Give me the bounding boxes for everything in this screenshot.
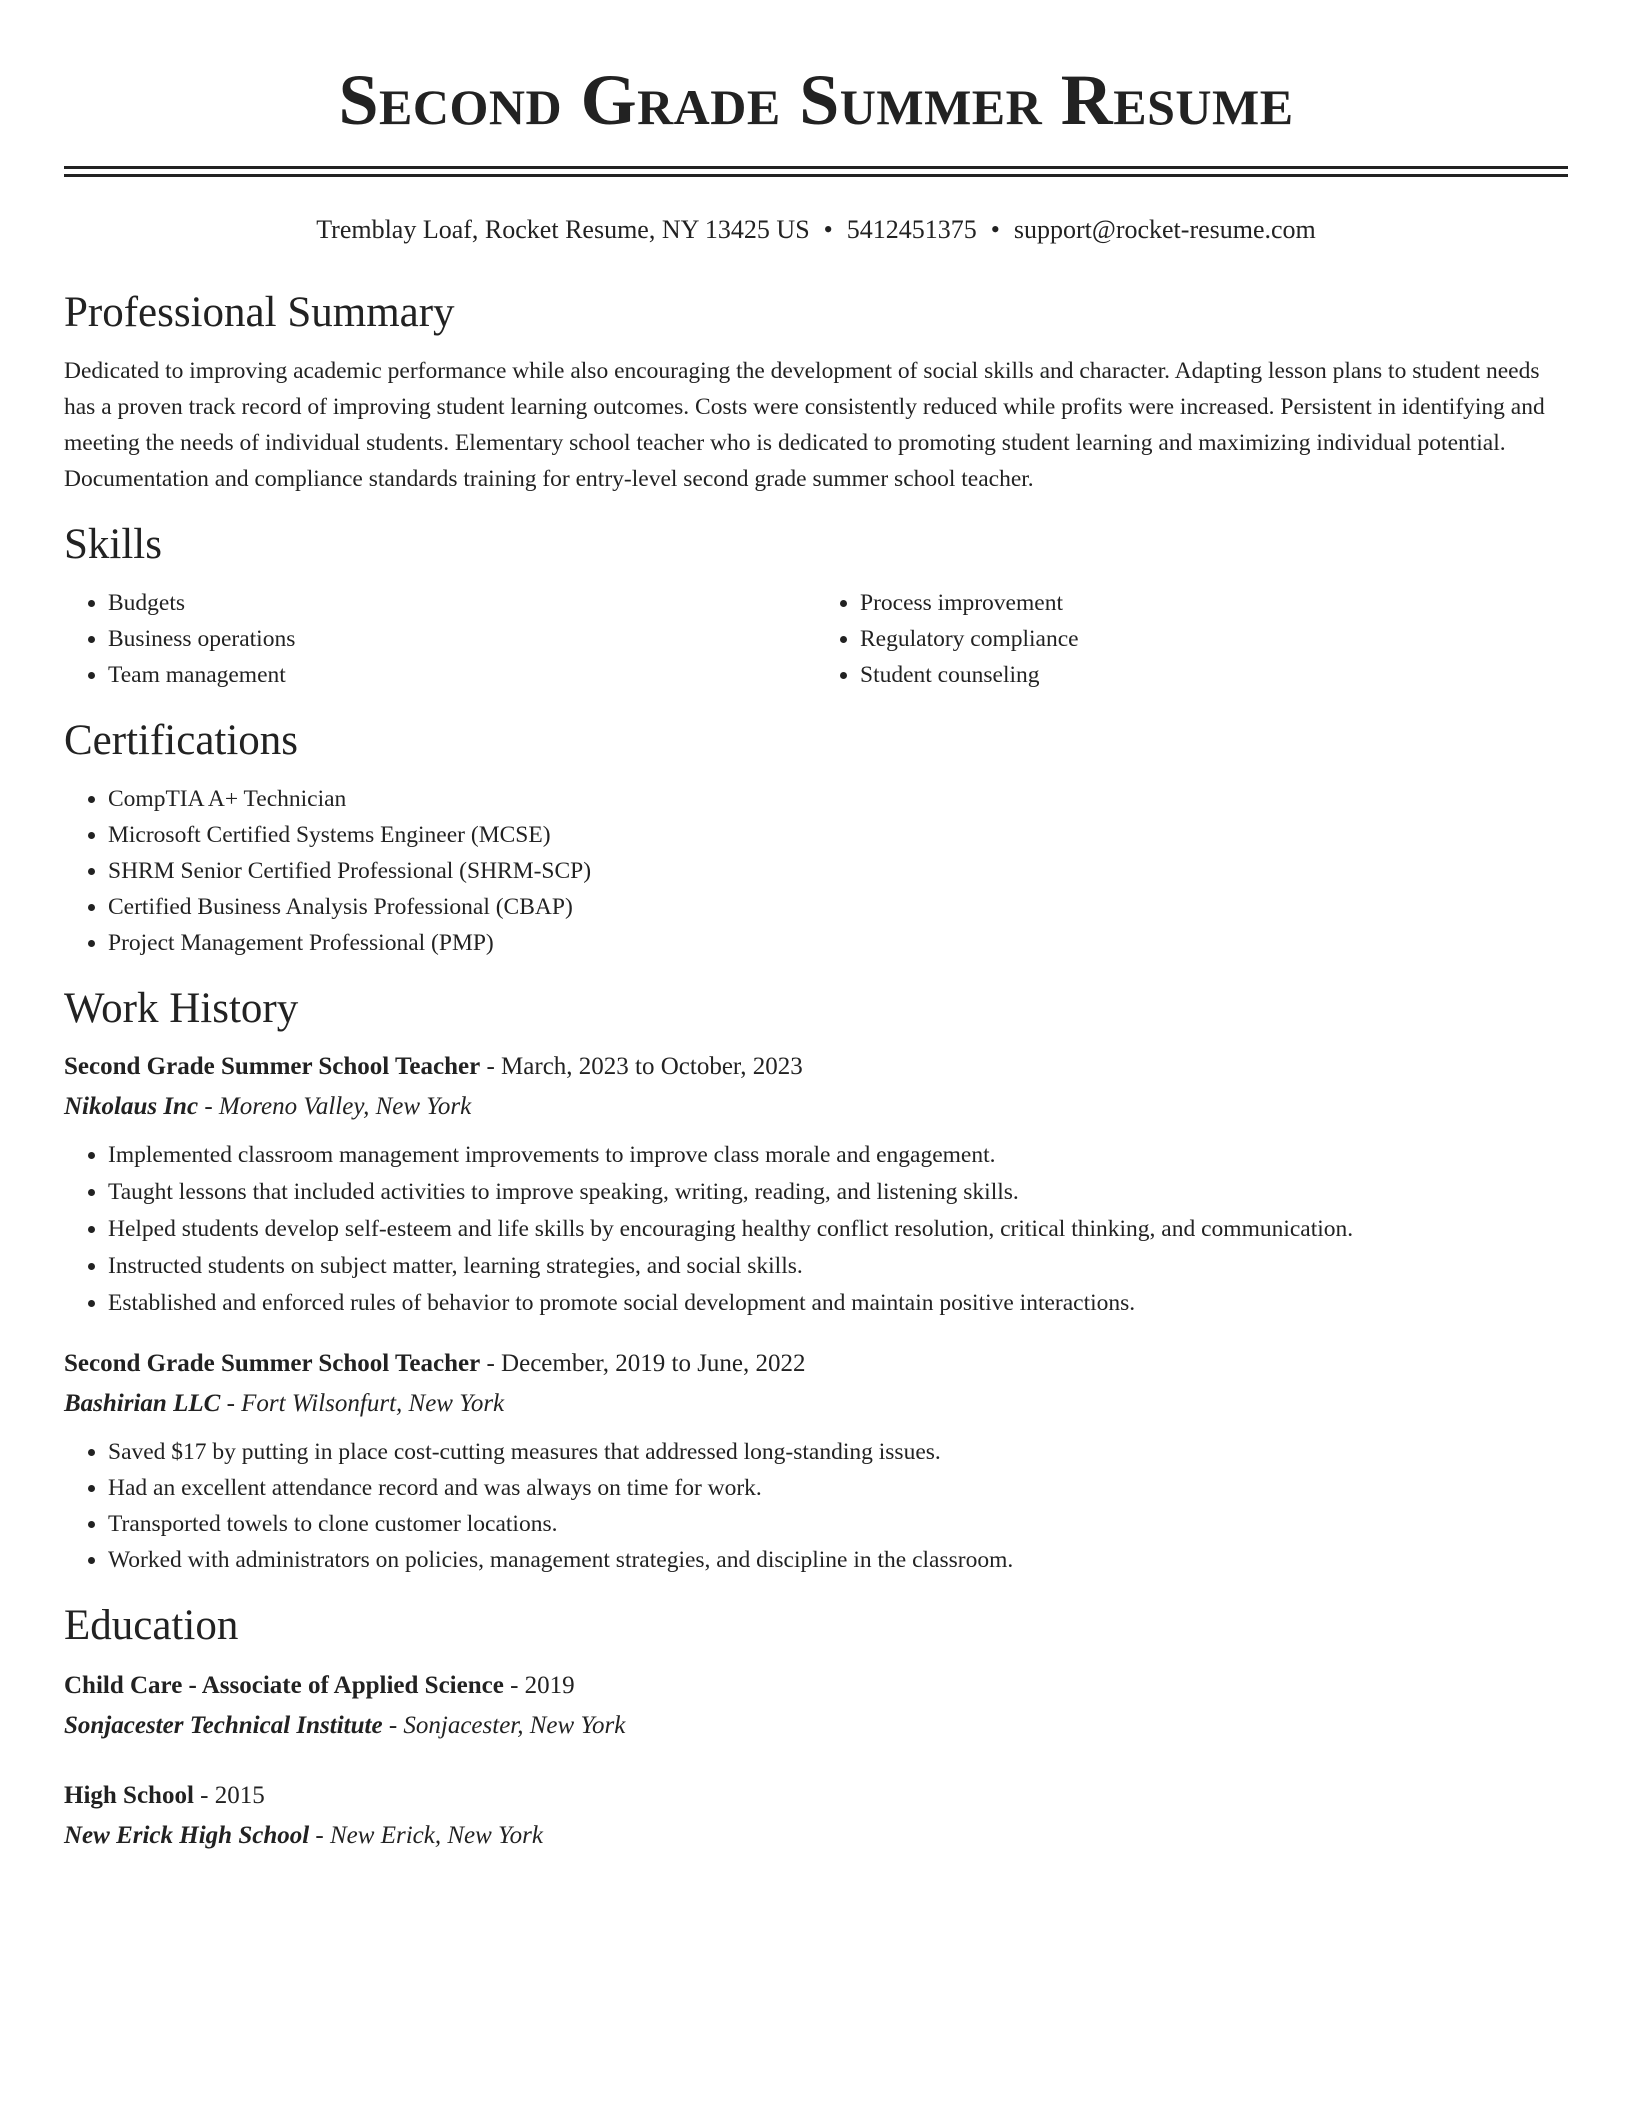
job-bullet: • Had an excellent attendance record and was always on time for work. — [108, 1470, 1568, 1506]
education-year: - 2019 — [503, 1672, 575, 1699]
education-school: Sonjacester Technical Institute — [64, 1712, 383, 1739]
skills-heading: Skills — [64, 521, 162, 568]
job-dates: - March, 2023 to October, 2023 — [480, 1053, 803, 1080]
education-school-line — [64, 1706, 1568, 1746]
education-location: - Sonjacester, New York — [382, 1712, 626, 1739]
skills-list — [64, 585, 1568, 693]
title-divider-bottom — [64, 174, 1568, 177]
education-heading: Education — [64, 1602, 239, 1649]
certification-item: • CompTIA A+ Technician — [108, 781, 1568, 817]
job-bullet: • Instructed students on subject matter, learning strategies, and social skills. — [108, 1248, 1568, 1285]
job-company-line — [64, 1384, 1568, 1424]
education-degree: High School — [64, 1782, 194, 1809]
job-title: Second Grade Summer School Teacher — [64, 1053, 481, 1080]
education-entry — [64, 1776, 1568, 1856]
job-entry — [64, 1344, 1568, 1578]
job-company: Nikolaus Inc — [64, 1093, 199, 1120]
job-bullets — [64, 1137, 1568, 1322]
job-entry — [64, 1047, 1568, 1322]
job-bullet: • Implemented classroom management improvements to improve class morale and engagement. — [108, 1137, 1568, 1174]
contact-line — [64, 215, 1568, 245]
job-company-line — [64, 1087, 1568, 1127]
education-degree-line — [64, 1776, 1568, 1816]
skill-item: • Business operations — [108, 621, 816, 657]
contact-separator: • — [823, 215, 833, 244]
certification-item: • SHRM Senior Certified Professional (SHRM-SCP) — [108, 853, 1568, 889]
education-year: - 2015 — [193, 1782, 265, 1809]
skill-item: • Team management — [108, 657, 816, 693]
resume-title: Second Grade Summer Resume — [338, 60, 1294, 140]
job-bullet: • Saved $17 by putting in place cost-cutting measures that addressed long-standing issues. — [108, 1434, 1568, 1470]
skill-item: • Student counseling — [860, 657, 1568, 693]
education-degree-line — [64, 1666, 1568, 1706]
job-title-line — [64, 1047, 1568, 1087]
certifications-heading: Certifications — [64, 717, 299, 764]
resume-page — [64, 0, 1568, 1856]
education-location: - New Erick, New York — [309, 1822, 543, 1849]
contact-separator: • — [990, 215, 1000, 244]
skills-column-left — [64, 585, 816, 693]
contact-email: support@rocket-resume.com — [1013, 215, 1316, 244]
job-bullets — [64, 1434, 1568, 1578]
job-company: Bashirian LLC — [64, 1390, 221, 1417]
job-bullet: • Worked with administrators on policies, management strategies, and discipline in the classroom. — [108, 1542, 1568, 1578]
summary-text: Dedicated to improving academic performance while also encouraging the development of social skills and character. Adapting lesson plans to student needs has a proven track record of improving student learning outcomes. Costs were consistently reduced while profits were increased. Persistent in identifying and meeting the needs of individual students. Elementary school teacher who is dedicated to promoting student learning and maximizing individual potential. Documentation and compliance standards training for entry-level second grade summer school teacher. — [64, 358, 1545, 492]
job-location: - Moreno Valley, New York — [198, 1093, 472, 1120]
skills-column-right — [816, 585, 1568, 693]
skill-item: • Process improvement — [860, 585, 1568, 621]
job-dates: - December, 2019 to June, 2022 — [480, 1350, 806, 1377]
skill-item: • Regulatory compliance — [860, 621, 1568, 657]
job-title: Second Grade Summer School Teacher — [64, 1350, 481, 1377]
contact-phone: 5412451375 — [846, 215, 977, 244]
job-bullet: • Taught lessons that included activities to improve speaking, writing, reading, and listening skills. — [108, 1174, 1568, 1211]
education-entry — [64, 1666, 1568, 1746]
job-bullet: • Helped students develop self-esteem and life skills by encouraging healthy conflict resolution, critical thinking, and communication. — [108, 1211, 1568, 1248]
summary-heading: Professional Summary — [64, 289, 455, 336]
work-history-heading: Work History — [64, 985, 299, 1032]
certification-item: • Project Management Professional (PMP) — [108, 925, 1568, 961]
job-location: - Fort Wilsonfurt, New York — [220, 1390, 505, 1417]
job-bullet: • Established and enforced rules of behavior to promote social development and maintain positive interactions. — [108, 1285, 1568, 1322]
certification-item: • Certified Business Analysis Professional (CBAP) — [108, 889, 1568, 925]
education-degree: Child Care - Associate of Applied Science — [64, 1672, 504, 1699]
certifications-list — [64, 781, 1568, 961]
skill-item: • Budgets — [108, 585, 816, 621]
job-bullet: • Transported towels to clone customer locations. — [108, 1506, 1568, 1542]
job-title-line — [64, 1344, 1568, 1384]
certification-item: • Microsoft Certified Systems Engineer (MCSE) — [108, 817, 1568, 853]
education-school-line — [64, 1816, 1568, 1856]
education-school: New Erick High School — [64, 1822, 310, 1849]
contact-address: Tremblay Loaf, Rocket Resume, NY 13425 US — [316, 215, 810, 244]
